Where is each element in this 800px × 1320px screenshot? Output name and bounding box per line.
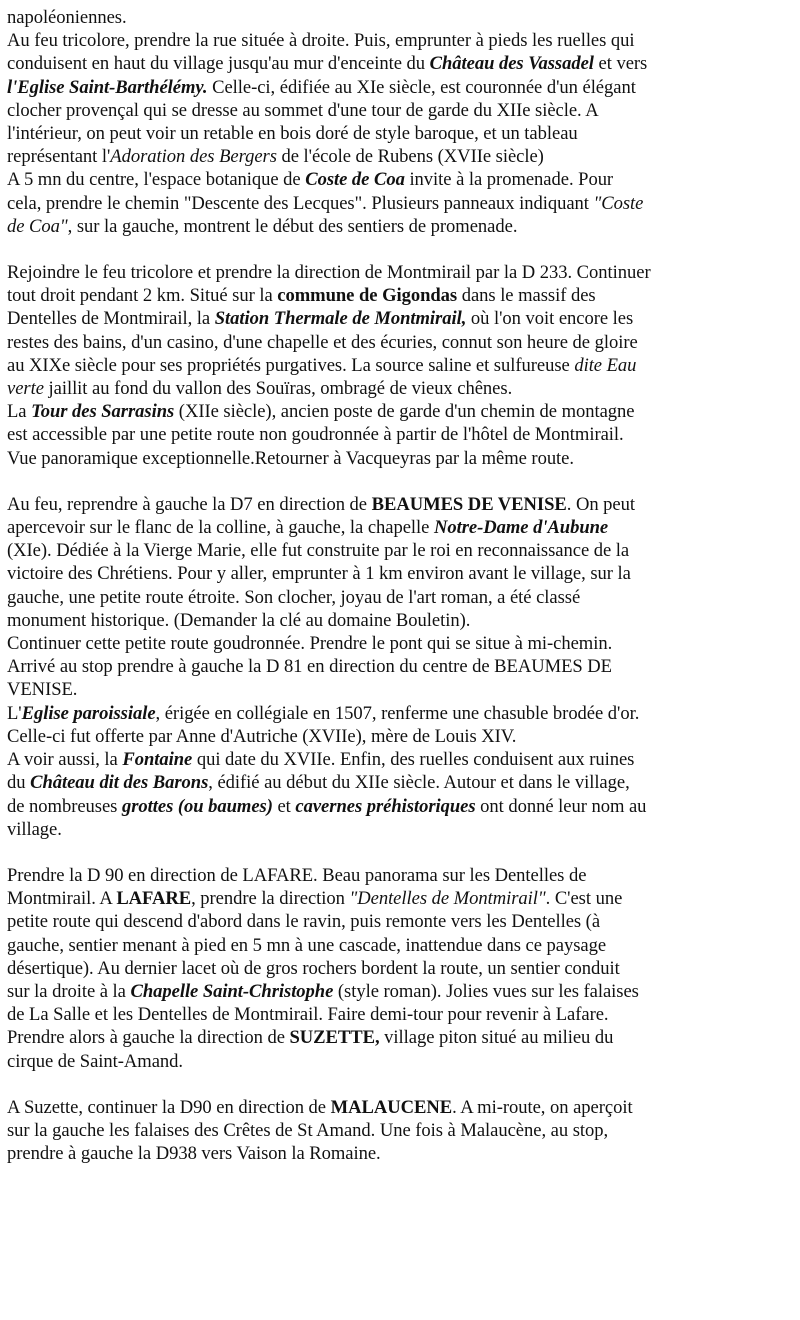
text-run: représentant l' — [7, 146, 111, 168]
paragraph — [7, 261, 797, 470]
text-line — [7, 655, 797, 678]
text-line — [7, 354, 797, 377]
emphasized-text: MALAUCENE — [330, 1096, 453, 1118]
text-run: Prendre alors à gauche la direction de — [7, 1027, 290, 1049]
text-run: jaillit au fond du vallon des Souïras, ombragé de vieux chênes. — [43, 378, 513, 400]
text-line — [7, 864, 797, 887]
text-line — [7, 539, 797, 562]
text-run: petite route qui descend d'abord dans le ravin, puis remonte vers les Dentelles (à — [7, 911, 601, 933]
text-run: sur la droite à la — [7, 980, 131, 1002]
emphasized-text: "Dentelles de Montmirail" — [349, 888, 546, 910]
paragraph — [7, 864, 797, 1073]
text-run: (XIIe siècle), ancien poste de garde d'un chemin de montagne — [174, 401, 635, 423]
text-run: cirque de Saint-Amand. — [7, 1050, 184, 1072]
text-run: napoléoniennes. — [7, 7, 127, 28]
text-line — [7, 284, 797, 307]
text-run: au XIXe siècle pour ses propriétés purgatives. La source saline et sulfureuse — [7, 354, 575, 376]
paragraph-gap — [7, 1073, 797, 1096]
document-page — [7, 6, 797, 1165]
text-line — [7, 52, 797, 75]
text-run: Celle-ci, édifiée au XIe siècle, est couronnée d'un élégant — [207, 76, 636, 98]
text-line — [7, 910, 797, 933]
text-run: cela, prendre le chemin "Descente des Lecques". Plusieurs panneaux indiquant — [7, 192, 594, 214]
text-line — [7, 447, 797, 470]
text-line — [7, 29, 797, 52]
text-run: gauche, sentier menant à pied en 5 mn à une cascade, inattendue dans ce paysage — [7, 934, 607, 956]
text-run: A voir aussi, la — [7, 749, 123, 771]
emphasized-text: Château dit des Barons — [30, 772, 209, 794]
emphasized-text: de Coa" — [7, 215, 68, 237]
text-line — [7, 99, 797, 122]
text-line — [7, 6, 797, 29]
text-line — [7, 192, 797, 215]
emphasized-text: Station Thermale de Montmirail, — [214, 308, 467, 330]
paragraph-gap — [7, 841, 797, 864]
text-line — [7, 307, 797, 330]
text-run: La — [7, 401, 32, 423]
text-line — [7, 1026, 797, 1049]
text-run: dans le massif des — [457, 285, 596, 307]
text-run: village piton situé au milieu du — [379, 1027, 614, 1049]
text-line — [7, 980, 797, 1003]
text-run: de l'école de Rubens (XVIIe siècle) — [276, 146, 544, 168]
text-run: , érigée en collégiale en 1507, renferme une chasuble brodée d'or. — [155, 702, 640, 724]
text-run: Celle-ci fut offerte par Anne d'Autriche (XVIIe), mère de Louis XIV. — [7, 725, 517, 747]
emphasized-text: Tour des Sarrasins — [31, 401, 175, 423]
text-line — [7, 423, 797, 446]
emphasized-text: SUZETTE, — [289, 1027, 380, 1049]
text-line — [7, 493, 797, 516]
text-line — [7, 1142, 797, 1165]
emphasized-text: commune de Gigondas — [277, 285, 458, 307]
emphasized-text: Fontaine — [122, 749, 193, 771]
text-line — [7, 122, 797, 145]
text-line — [7, 632, 797, 655]
text-run: , édifié au début du XIIe siècle. Autour et dans le village, — [208, 772, 630, 794]
text-run: (style roman). Jolies vues sur les falaises — [333, 980, 639, 1002]
text-run: désertique). Au dernier lacet où de gros rochers bordent la route, un sentier conduit — [7, 957, 620, 979]
text-run: . C'est une — [545, 888, 623, 910]
paragraph-gap — [7, 470, 797, 493]
text-line — [7, 678, 797, 701]
text-line — [7, 76, 797, 99]
text-line — [7, 586, 797, 609]
text-line — [7, 261, 797, 284]
text-line — [7, 818, 797, 841]
text-line — [7, 516, 797, 539]
text-run: , prendre la direction — [191, 888, 350, 910]
text-run: ont donné leur nom au — [475, 795, 647, 817]
text-run: Au feu tricolore, prendre la rue située à droite. Puis, emprunter à pieds les ruelles qui — [7, 30, 635, 52]
text-run: conduisent en haut du village jusqu'au mur d'enceinte du — [7, 53, 430, 75]
text-line — [7, 1119, 797, 1142]
text-run: l'intérieur, on peut voir un retable en bois doré de style baroque, et un tableau — [7, 123, 578, 145]
emphasized-text: Eglise paroissiale — [21, 702, 156, 724]
text-line — [7, 725, 797, 748]
emphasized-text: l'Eglise Saint-Barthélémy. — [7, 76, 208, 98]
text-run: Prendre la D 90 en direction de LAFARE. Beau panorama sur les Dentelles de — [7, 864, 587, 886]
text-run: Vue panoramique exceptionnelle.Retourner à Vacqueyras par la même route. — [7, 447, 574, 469]
text-line — [7, 1003, 797, 1026]
text-run: Dentelles de Montmirail, la — [7, 308, 215, 330]
text-run: qui date du XVIIe. Enfin, des ruelles conduisent aux ruines — [192, 749, 635, 771]
text-run: (XIe). Dédiée à la Vierge Marie, elle fut construite par le roi en reconnaissance de la — [7, 540, 630, 562]
emphasized-text: dite Eau — [574, 354, 637, 376]
text-line — [7, 377, 797, 400]
text-run: Au feu, reprendre à gauche la D7 en direction de — [7, 493, 372, 515]
text-line — [7, 215, 797, 238]
text-run: . On peut — [566, 493, 635, 515]
emphasized-text: "Coste — [593, 192, 644, 214]
emphasized-text: Chapelle Saint-Christophe — [130, 980, 334, 1002]
paragraph — [7, 1096, 797, 1166]
paragraph — [7, 493, 797, 841]
text-line — [7, 934, 797, 957]
text-run: VENISE. — [7, 679, 78, 701]
text-line — [7, 168, 797, 191]
text-run: apercevoir sur le flanc de la colline, à gauche, la chapelle — [7, 517, 434, 539]
paragraph-gap — [7, 238, 797, 261]
text-line — [7, 1050, 797, 1073]
text-line — [7, 562, 797, 585]
text-run: sur la gauche les falaises des Crêtes de St Amand. Une fois à Malaucène, au stop, — [7, 1119, 609, 1141]
emphasized-text: Adoration des Bergers — [110, 146, 277, 168]
text-line — [7, 145, 797, 168]
text-run: . A mi-route, on aperçoit — [452, 1096, 633, 1118]
emphasized-text: BEAUMES DE VENISE — [371, 493, 567, 515]
text-run: A 5 mn du centre, l'espace botanique de — [7, 169, 306, 191]
text-run: A Suzette, continuer la D90 en direction de — [7, 1096, 331, 1118]
text-line — [7, 957, 797, 980]
emphasized-text: Château des Vassadel — [429, 53, 594, 75]
text-line — [7, 331, 797, 354]
text-run: tout droit pendant 2 km. Situé sur la — [7, 285, 278, 307]
text-run: village. — [7, 818, 62, 840]
text-run: de La Salle et les Dentelles de Montmirail. Faire demi-tour pour revenir à Lafare. — [7, 1004, 609, 1026]
text-run: gauche, une petite route étroite. Son clocher, joyau de l'art roman, a été classé — [7, 586, 581, 608]
text-run: de nombreuses — [7, 795, 122, 817]
text-line — [7, 771, 797, 794]
emphasized-text: cavernes préhistoriques — [295, 795, 476, 817]
text-line — [7, 887, 797, 910]
text-run: clocher provençal qui se dresse au sommet d'une tour de garde du XIIe siècle. A — [7, 99, 599, 121]
text-run: prendre à gauche la D938 vers Vaison la Romaine. — [7, 1143, 381, 1165]
emphasized-text: verte — [7, 378, 44, 400]
text-run: , sur la gauche, montrent le début des sentiers de promenade. — [67, 215, 518, 237]
text-run: est accessible par une petite route non goudronnée à partir de l'hôtel de Montmirail. — [7, 424, 624, 446]
text-run: Montmirail. A — [7, 888, 117, 910]
text-line — [7, 609, 797, 632]
text-line — [7, 1096, 797, 1119]
text-run: victoire des Chrétiens. Pour y aller, emprunter à 1 km environ avant le village, sur la — [7, 563, 631, 585]
emphasized-text: LAFARE — [116, 888, 192, 910]
text-run: Continuer cette petite route goudronnée. Prendre le pont qui se situe à mi-chemin. — [7, 633, 613, 655]
text-run: et — [272, 795, 296, 817]
emphasized-text: grottes (ou baumes) — [121, 795, 273, 817]
text-run: restes des bains, d'un casino, d'une chapelle et des écuries, connut son heure de gloire — [7, 331, 638, 353]
text-line — [7, 702, 797, 725]
text-run: Rejoindre le feu tricolore et prendre la direction de Montmirail par la D 233. Continuer — [7, 262, 651, 284]
emphasized-text: Coste de Coa — [305, 169, 405, 191]
text-run: monument historique. (Demander la clé au domaine Bouletin). — [7, 609, 471, 631]
text-run: L' — [7, 702, 22, 724]
text-run: du — [7, 772, 31, 794]
text-run: Arrivé au stop prendre à gauche la D 81 en direction du centre de BEAUMES DE — [7, 656, 612, 678]
paragraph — [7, 6, 797, 238]
text-line — [7, 795, 797, 818]
text-run: où l'on voit encore les — [466, 308, 634, 330]
text-line — [7, 400, 797, 423]
text-run: et vers — [593, 53, 648, 75]
emphasized-text: Notre-Dame d'Aubune — [433, 517, 609, 539]
text-line — [7, 748, 797, 771]
text-run: invite à la promenade. Pour — [404, 169, 614, 191]
